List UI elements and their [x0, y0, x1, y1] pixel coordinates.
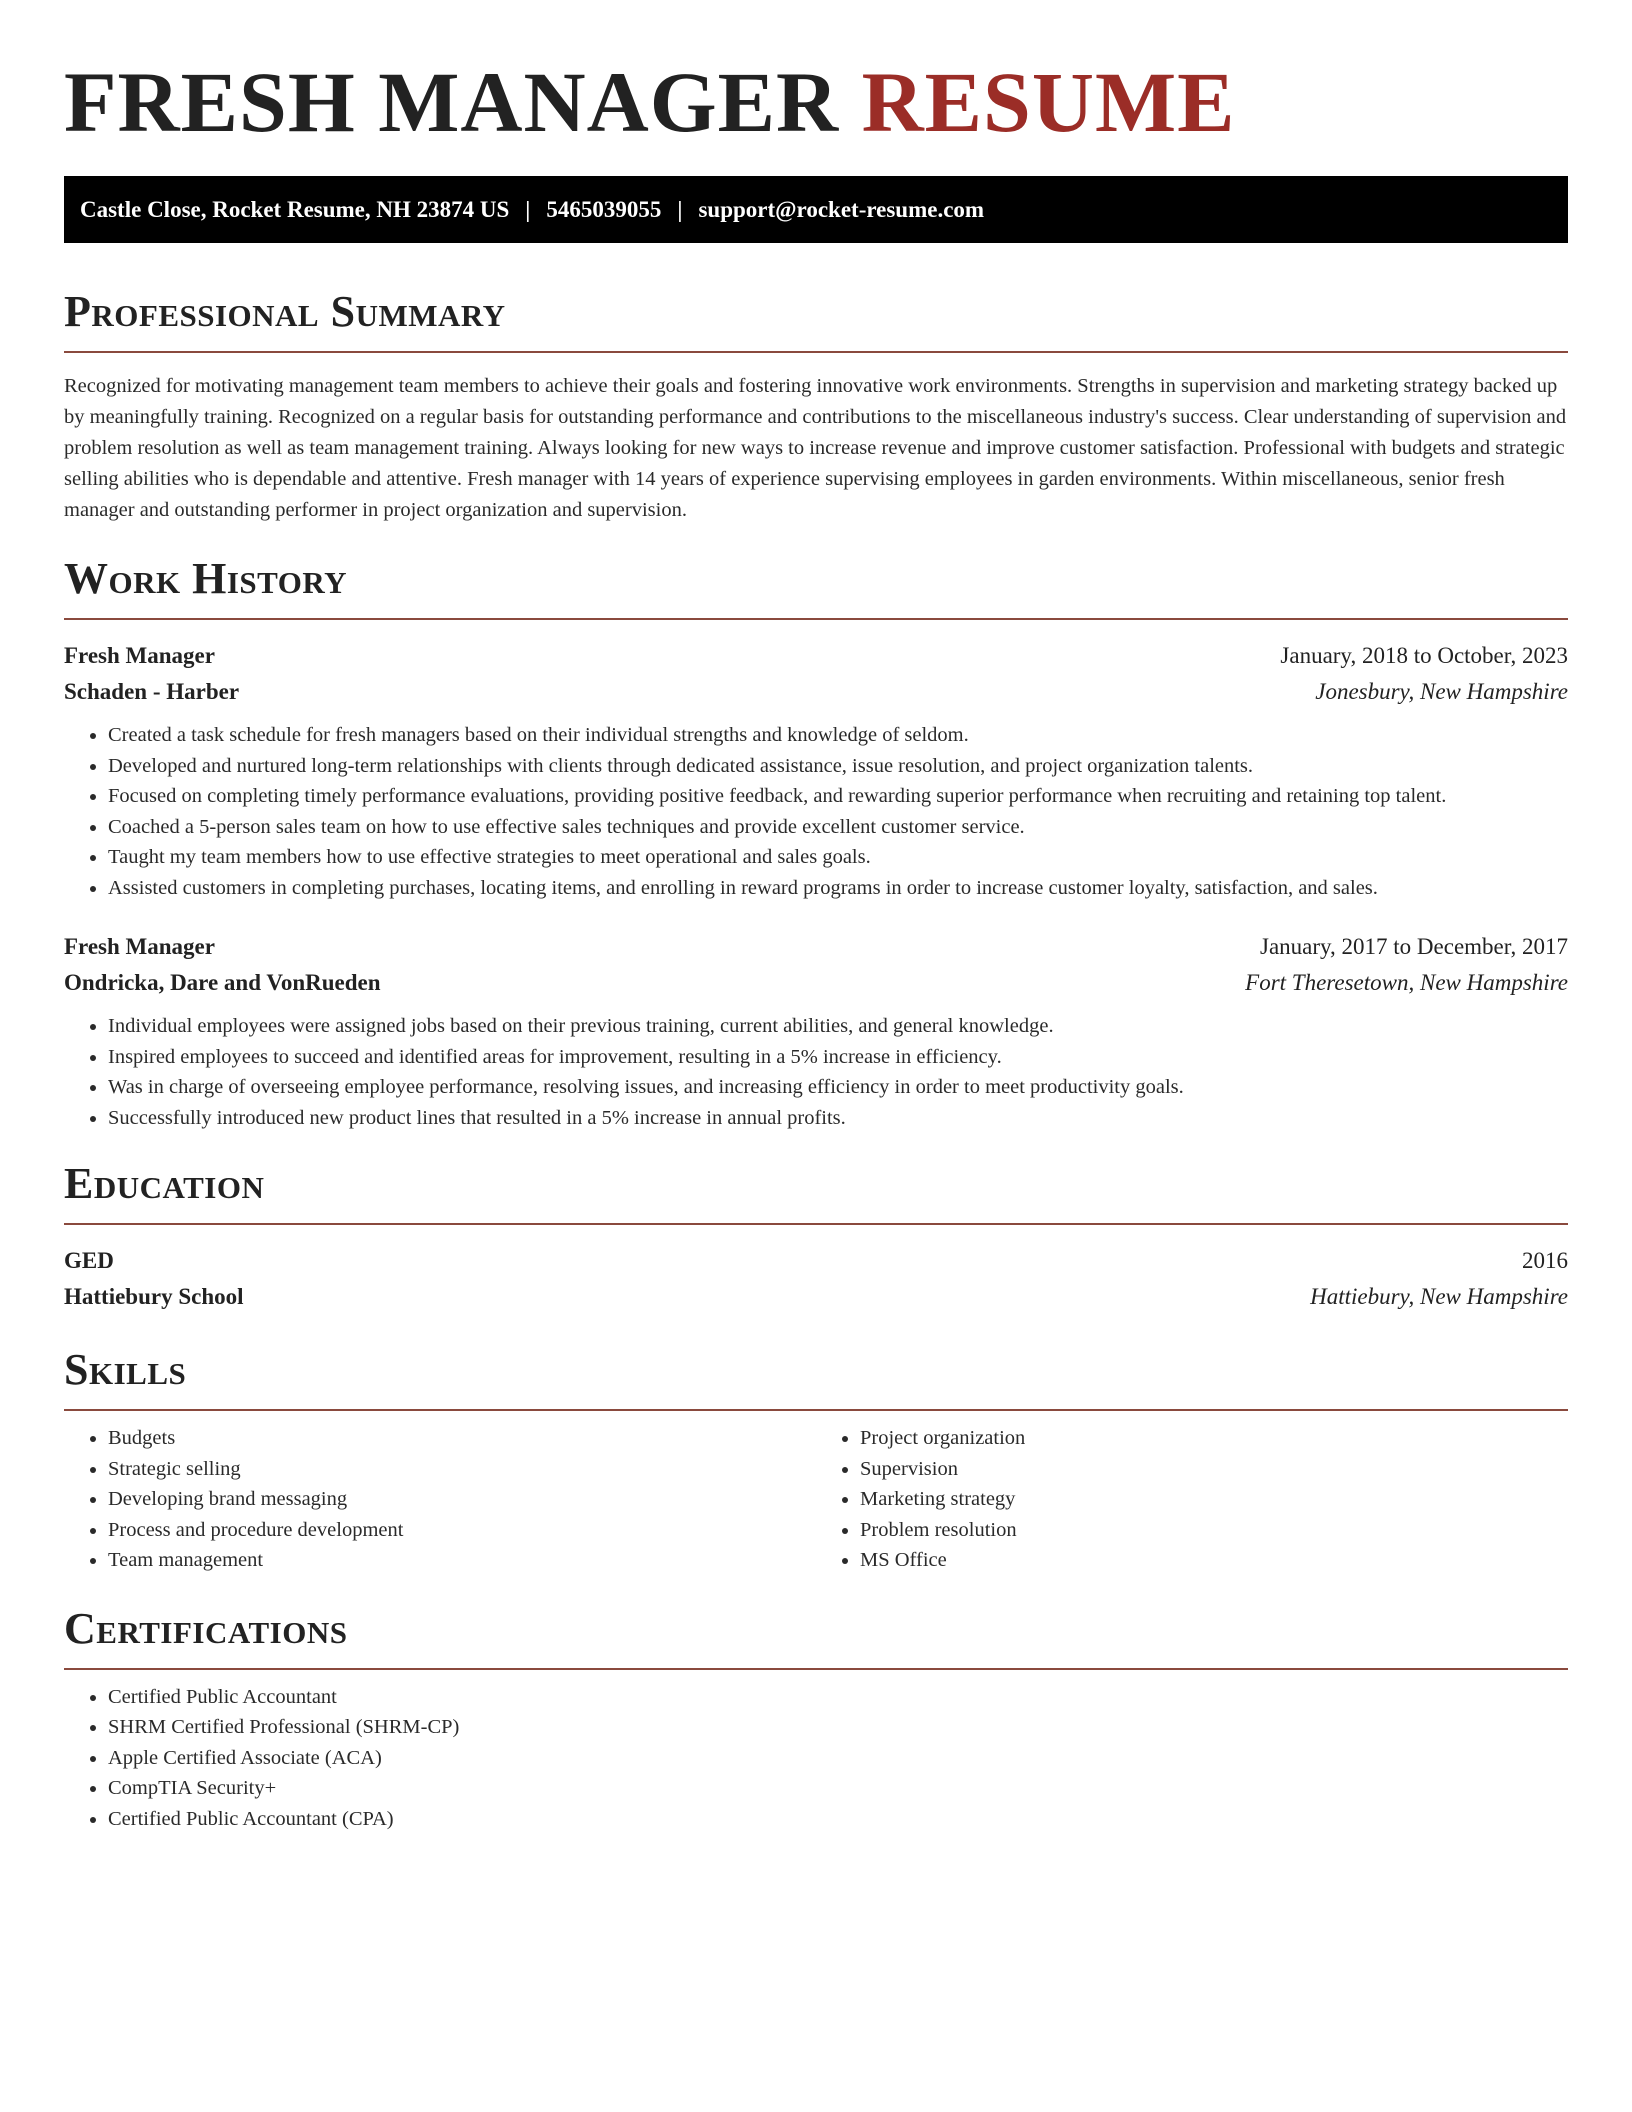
skill-item: • Process and procedure development	[108, 1515, 816, 1546]
skills-list-left	[64, 1423, 816, 1576]
skill-item: • Marketing strategy	[860, 1484, 1568, 1515]
certifications-section	[64, 1604, 1568, 1835]
certification-item: • SHRM Certified Professional (SHRM-CP)	[108, 1712, 1568, 1743]
skill-item: • MS Office	[860, 1545, 1568, 1576]
skills-section	[64, 1345, 1568, 1576]
contact-address: Castle Close, Rocket Resume, NH 23874 US	[80, 196, 510, 222]
job-location: Jonesbury, New Hampshire	[1315, 679, 1568, 704]
job-entry	[64, 638, 1568, 903]
skill-item: • Budgets	[108, 1423, 816, 1454]
skills-list-right	[816, 1423, 1568, 1576]
work-history-section	[64, 554, 1568, 1133]
title-accent: RESUME	[861, 54, 1236, 150]
education-heading: Education	[64, 1159, 265, 1208]
education-section	[64, 1159, 1568, 1315]
section-divider	[64, 1668, 1568, 1670]
skill-item: • Problem resolution	[860, 1515, 1568, 1546]
contact-bar	[64, 176, 1568, 243]
certifications-heading: Certifications	[64, 1603, 348, 1653]
education-location: Hattiebury, New Hampshire	[1310, 1284, 1568, 1309]
education-year: 2016	[1522, 1248, 1568, 1273]
job-bullet: • Created a task schedule for fresh managers based on their individual strengths and knowledge of seldom.	[108, 720, 1568, 751]
skill-item: • Team management	[108, 1545, 816, 1576]
skills-heading: Skills	[64, 1345, 187, 1394]
job-bullet: • Taught my team members how to use effective strategies to meet operational and sales goals.	[108, 842, 1568, 873]
job-bullet: • Successfully introduced new product lines that resulted in a 5% increase in annual profits.	[108, 1103, 1568, 1134]
job-bullet: • Developed and nurtured long-term relationships with clients through dedicated assistance, issue resolution, and project organization talents.	[108, 751, 1568, 782]
job-bullet: • Was in charge of overseeing employee performance, resolving issues, and increasing efficiency in order to meet productivity goals.	[108, 1072, 1568, 1103]
section-divider	[64, 618, 1568, 620]
skill-item: • Strategic selling	[108, 1454, 816, 1485]
skill-item: • Developing brand messaging	[108, 1484, 816, 1515]
certification-item: • Apple Certified Associate (ACA)	[108, 1743, 1568, 1774]
resume-title	[64, 52, 1568, 152]
job-bullet: • Assisted customers in completing purchases, locating items, and enrolling in reward programs in order to increase customer loyalty, satisfaction, and sales.	[108, 873, 1568, 904]
section-divider	[64, 1223, 1568, 1225]
job-bullets	[64, 720, 1568, 903]
contact-email: support@rocket-resume.com	[698, 196, 985, 222]
skill-item: • Supervision	[860, 1454, 1568, 1485]
job-company: Ondricka, Dare and VonRueden	[64, 970, 381, 995]
certification-item: • Certified Public Accountant (CPA)	[108, 1804, 1568, 1835]
job-bullet: • Individual employees were assigned jobs based on their previous training, current abilities, and general knowledge.	[108, 1011, 1568, 1042]
summary-heading: Professional Summary	[64, 287, 506, 336]
contact-separator: |	[677, 196, 683, 222]
work-history-heading: Work History	[64, 554, 348, 603]
skill-item: • Project organization	[860, 1423, 1568, 1454]
job-entry	[64, 929, 1568, 1133]
resume-page	[64, 52, 1568, 1834]
certification-item: • CompTIA Security+	[108, 1773, 1568, 1804]
education-degree: GED	[64, 1248, 114, 1273]
job-bullet: • Coached a 5-person sales team on how to use effective sales techniques and provide excellent customer service.	[108, 812, 1568, 843]
section-divider	[64, 1409, 1568, 1411]
job-location: Fort Theresetown, New Hampshire	[1245, 970, 1568, 995]
education-school: Hattiebury School	[64, 1284, 244, 1309]
job-role: Fresh Manager	[64, 934, 215, 959]
job-bullet: • Focused on completing timely performance evaluations, providing positive feedback, and rewarding superior performance when recruiting and retaining top talent.	[108, 781, 1568, 812]
section-divider	[64, 351, 1568, 353]
job-company: Schaden - Harber	[64, 679, 240, 704]
job-role: Fresh Manager	[64, 643, 215, 668]
summary-text: Recognized for motivating management team members to achieve their goals and fostering innovative work environments. Strengths in supervision and marketing strategy backed up by meaningfully training. Recognized on a regular basis for outstanding performance and contributions to the miscellaneous industry's success. Clear understanding of supervision and problem resolution as well as team management training. Always looking for new ways to increase revenue and improve customer satisfaction. Professional with budgets and strategic selling abilities who is dependable and attentive. Fresh manager with 14 years of experience supervising employees in garden environments. Within miscellaneous, senior fresh manager and outstanding performer in project organization and supervision.	[64, 375, 1567, 521]
summary-section	[64, 287, 1568, 526]
contact-phone: 5465039055	[546, 196, 662, 222]
job-bullets	[64, 1011, 1568, 1133]
title-main: FRESH MANAGER	[64, 54, 840, 150]
job-dates: January, 2018 to October, 2023	[1280, 643, 1568, 668]
certification-item: • Certified Public Accountant	[108, 1682, 1568, 1713]
certifications-list	[64, 1682, 1568, 1835]
job-bullet: • Inspired employees to succeed and identified areas for improvement, resulting in a 5% increase in efficiency.	[108, 1042, 1568, 1073]
contact-separator: |	[525, 196, 531, 222]
skills-columns	[64, 1423, 1568, 1576]
job-dates: January, 2017 to December, 2017	[1260, 934, 1568, 959]
